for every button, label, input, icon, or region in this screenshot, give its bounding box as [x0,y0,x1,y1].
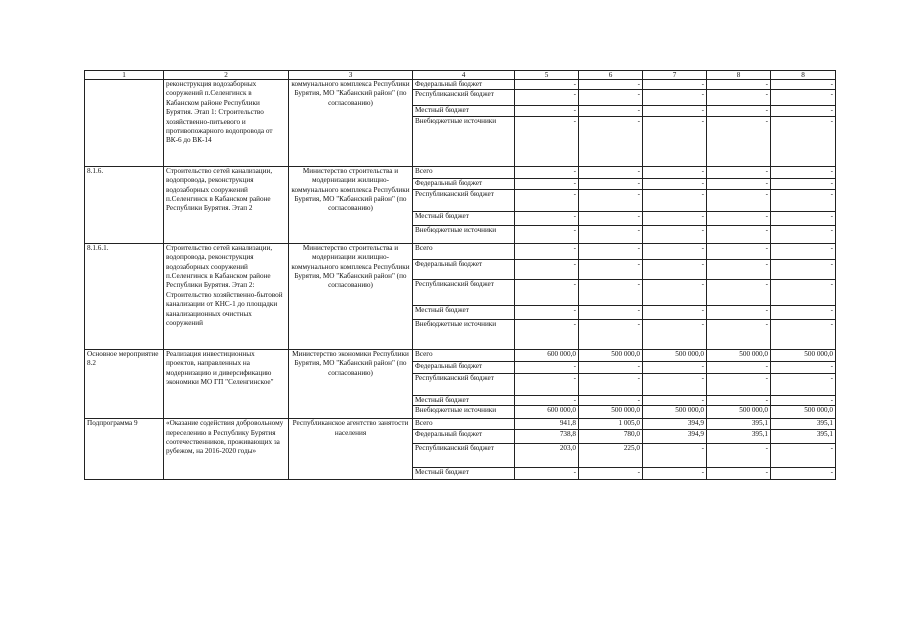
amount-cell: - [643,80,707,90]
amount-cell: 600 000,0 [515,349,579,361]
amount-cell: - [579,225,643,243]
funding-source: Республиканский бюджет [413,279,515,305]
amount-cell: - [515,189,579,211]
amount-cell: - [707,305,771,319]
amount-cell: - [643,243,707,259]
amount-cell: 394,9 [643,419,707,430]
table-row [85,80,836,90]
amount-cell: - [707,361,771,373]
amount-cell: 500 000,0 [643,349,707,361]
amount-cell: - [771,225,836,243]
amount-cell: - [579,80,643,90]
amount-cell: 225,0 [579,444,643,468]
amount-cell: - [579,116,643,166]
funding-source: Республиканский бюджет [413,373,515,395]
amount-cell: - [579,361,643,373]
amount-cell: - [771,305,836,319]
funding-source: Республиканский бюджет [413,90,515,106]
amount-cell: - [515,225,579,243]
col-number: 5 [515,71,579,80]
amount-cell: - [515,468,579,480]
funding-source: Местный бюджет [413,106,515,116]
amount-cell: - [643,178,707,189]
amount-cell: - [707,106,771,116]
funding-source: Всего [413,166,515,178]
item-executor: Министерство экономики Республики Бурятия, МО "Кабанский район" (по согласованию) [289,349,413,418]
amount-cell: - [771,395,836,405]
amount-cell: - [707,80,771,90]
amount-cell: - [643,279,707,305]
funding-source: Местный бюджет [413,395,515,405]
amount-cell: - [515,395,579,405]
amount-cell: - [707,395,771,405]
amount-cell: - [771,468,836,480]
item-name: Строительство сетей канализации, водопровода, реконструкция водозаборных сооружений п.Селенгинск в Кабанском районе Республики Бурятия. Этап 2: Строительство хозяйственно-бытовой канализации от КНС-1 до площадки канализационных очистных сооружений [164,243,289,349]
amount-cell: - [643,211,707,225]
amount-cell: 1 005,0 [579,419,643,430]
amount-cell: - [771,243,836,259]
amount-cell: - [579,373,643,395]
amount-cell: 500 000,0 [643,406,707,419]
amount-cell: 395,1 [707,419,771,430]
item-executor: Республиканское агентство занятости населения [289,419,413,480]
funding-source: Всего [413,243,515,259]
amount-cell: - [771,80,836,90]
amount-cell: - [707,166,771,178]
amount-cell: - [515,243,579,259]
amount-cell: - [515,361,579,373]
amount-cell: - [643,106,707,116]
amount-cell: - [515,116,579,166]
budget-table [84,70,836,480]
funding-source: Республиканский бюджет [413,444,515,468]
item-executor: коммунального комплекса Республики Бурятия, МО "Кабанский район" (по согласованию) [289,80,413,167]
funding-source: Федеральный бюджет [413,259,515,279]
funding-source: Федеральный бюджет [413,361,515,373]
funding-source: Внебюджетные источники [413,225,515,243]
funding-source: Внебюджетные источники [413,406,515,419]
amount-cell: 500 000,0 [707,349,771,361]
amount-cell: - [579,178,643,189]
col-number: 8 [707,71,771,80]
funding-source: Всего [413,349,515,361]
amount-cell: - [579,468,643,480]
col-number: 7 [643,71,707,80]
amount-cell: - [515,373,579,395]
col-number: 3 [289,71,413,80]
amount-cell: - [643,225,707,243]
col-number: 6 [579,71,643,80]
amount-cell: 500 000,0 [707,406,771,419]
amount-cell: - [643,361,707,373]
funding-source: Всего [413,419,515,430]
table-row [85,166,836,178]
amount-cell: - [643,444,707,468]
item-name: Реализация инвестиционных проектов, направленных на модернизацию и диверсификацию экономики МО ГП "Селенгинское" [164,349,289,418]
amount-cell: - [771,319,836,349]
table-row [85,243,836,259]
amount-cell: - [579,106,643,116]
amount-cell: - [515,80,579,90]
amount-cell: - [643,116,707,166]
col-number: 1 [85,71,164,80]
amount-cell: - [579,305,643,319]
funding-source: Федеральный бюджет [413,178,515,189]
amount-cell: - [707,243,771,259]
amount-cell: - [707,225,771,243]
item-code: Подпрограмма 9 [85,419,164,480]
funding-source: Местный бюджет [413,468,515,480]
amount-cell: 500 000,0 [771,349,836,361]
amount-cell: 395,1 [707,430,771,444]
amount-cell: - [707,178,771,189]
amount-cell: - [771,106,836,116]
amount-cell: - [771,373,836,395]
funding-source: Федеральный бюджет [413,430,515,444]
amount-cell: 395,1 [771,419,836,430]
item-code: 8.1.6.1. [85,243,164,349]
amount-cell: - [579,395,643,405]
item-code: Основное мероприятие 8.2 [85,349,164,418]
col-number: 8 [771,71,836,80]
amount-cell: 500 000,0 [771,406,836,419]
amount-cell: - [515,178,579,189]
amount-cell: - [707,468,771,480]
amount-cell: - [515,211,579,225]
col-number: 2 [164,71,289,80]
amount-cell: - [643,468,707,480]
amount-cell: - [579,259,643,279]
amount-cell: 395,1 [771,430,836,444]
amount-cell: - [771,90,836,106]
amount-cell: - [643,189,707,211]
item-name: «Оказание содействия добровольному переселению в Республику Бурятия соотечественников, проживающих за рубежом, на 2016-2020 годы» [164,419,289,480]
amount-cell: - [515,279,579,305]
amount-cell: - [771,116,836,166]
funding-source: Внебюджетные источники [413,319,515,349]
amount-cell: - [515,305,579,319]
item-executor: Министерство строительства и модернизации жилищно-коммунального комплекса Республики Бурятия, МО "Кабанский район" (по согласованию) [289,243,413,349]
amount-cell: - [707,189,771,211]
amount-cell: - [771,361,836,373]
amount-cell: - [771,189,836,211]
amount-cell: - [579,166,643,178]
amount-cell: - [643,90,707,106]
amount-cell: - [707,90,771,106]
funding-source: Федеральный бюджет [413,80,515,90]
amount-cell: - [643,373,707,395]
amount-cell: - [515,106,579,116]
amount-cell: - [707,444,771,468]
column-numbers-row [85,71,836,80]
amount-cell: - [771,166,836,178]
item-code [85,80,164,167]
amount-cell: - [771,279,836,305]
amount-cell: - [707,116,771,166]
amount-cell: - [643,319,707,349]
amount-cell: - [579,243,643,259]
amount-cell: - [643,166,707,178]
amount-cell: - [771,259,836,279]
funding-source: Республиканский бюджет [413,189,515,211]
amount-cell: - [579,189,643,211]
amount-cell: 780,0 [579,430,643,444]
amount-cell: - [707,279,771,305]
amount-cell: - [707,211,771,225]
amount-cell: - [707,259,771,279]
item-code: 8.1.6. [85,166,164,243]
amount-cell: 500 000,0 [579,406,643,419]
amount-cell: - [579,319,643,349]
amount-cell: - [515,319,579,349]
table-row [85,419,836,430]
amount-cell: 738,8 [515,430,579,444]
item-executor: Министерство строительства и модернизации жилищно-коммунального комплекса Республики Бурятия, МО "Кабанский район" (по согласованию) [289,166,413,243]
amount-cell: - [771,178,836,189]
amount-cell: - [515,166,579,178]
amount-cell: - [515,90,579,106]
amount-cell: 203,0 [515,444,579,468]
amount-cell: - [771,211,836,225]
amount-cell: - [579,90,643,106]
amount-cell: - [771,444,836,468]
funding-source: Местный бюджет [413,211,515,225]
funding-source: Местный бюджет [413,305,515,319]
amount-cell: - [643,259,707,279]
amount-cell: 941,8 [515,419,579,430]
amount-cell: 394,9 [643,430,707,444]
amount-cell: - [707,319,771,349]
amount-cell: - [515,259,579,279]
amount-cell: - [579,211,643,225]
amount-cell: 500 000,0 [579,349,643,361]
amount-cell: - [707,373,771,395]
col-number: 4 [413,71,515,80]
item-name: Строительство сетей канализации, водопровода, реконструкция водозаборных сооружений п.Селенгинск в Кабанском районе Республики Бурятия. Этап 2 [164,166,289,243]
amount-cell: - [643,395,707,405]
item-name: реконструкция водозаборных сооружений п.Селенгинск в Кабанском районе Республики Бурятия. Этап 1: Строительство хозяйственно-питьевого и противопожарного водопровода от ВК-6 до ВК-14 [164,80,289,167]
amount-cell: 600 000,0 [515,406,579,419]
amount-cell: - [579,279,643,305]
funding-source: Внебюджетные источники [413,116,515,166]
table-row [85,349,836,361]
amount-cell: - [643,305,707,319]
